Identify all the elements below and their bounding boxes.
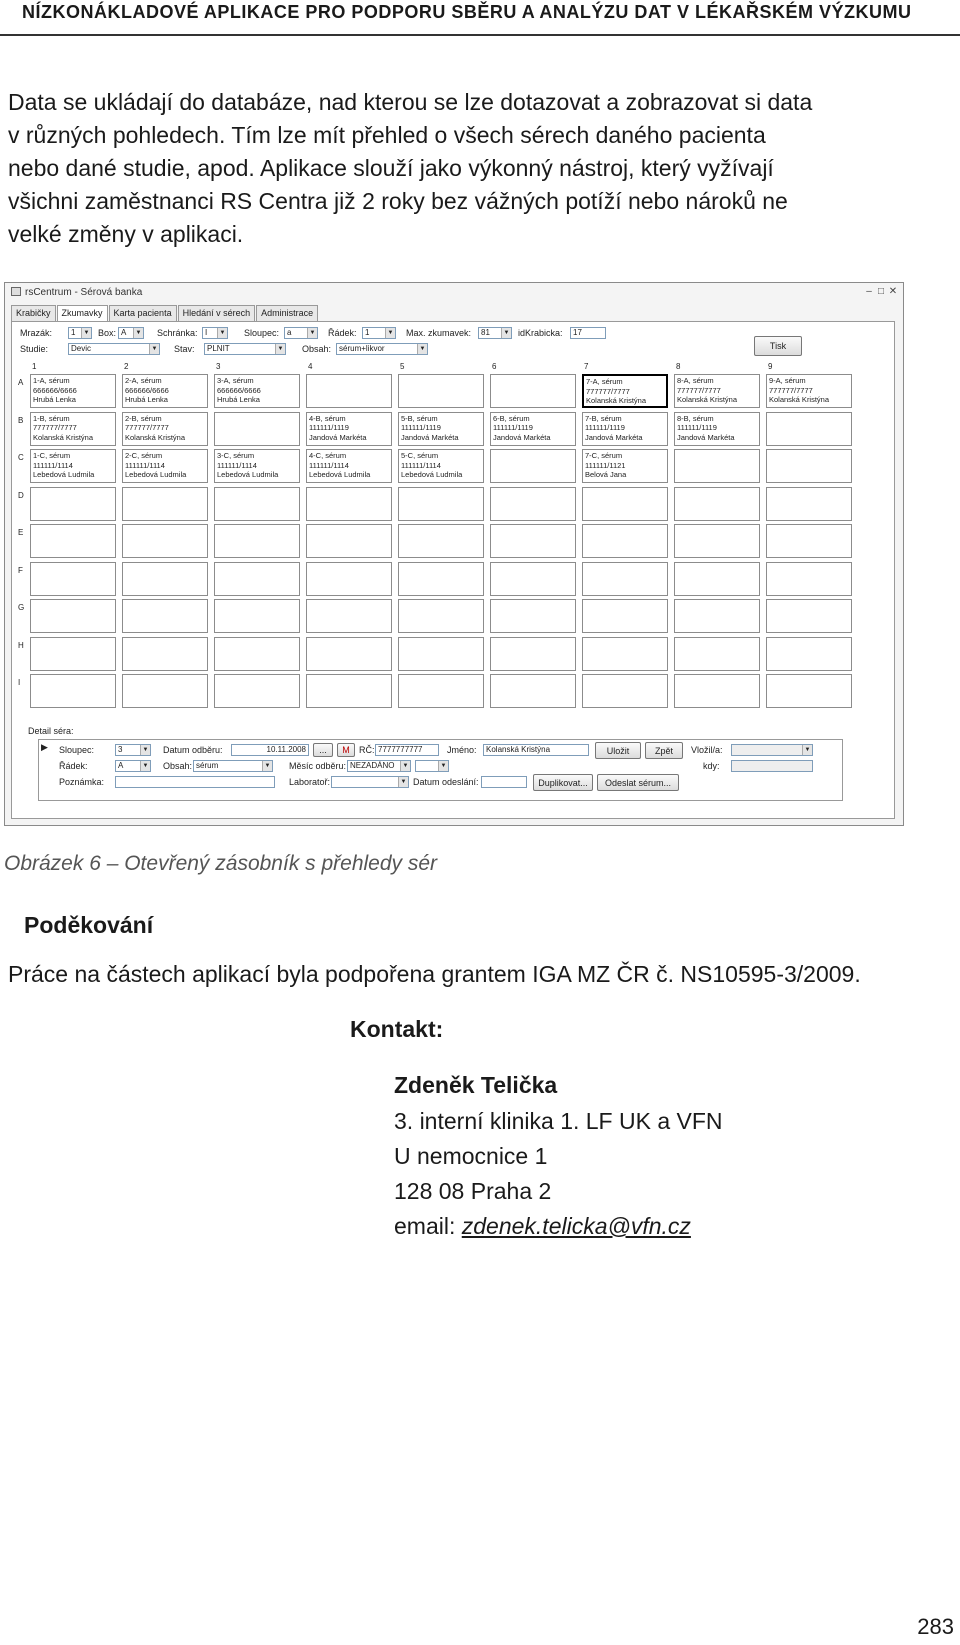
detail-obsah-select[interactable]: sérum ▼ <box>193 760 273 772</box>
tab-zkumavky[interactable]: Zkumavky <box>57 305 108 322</box>
contact-name: Zdeněk Telička <box>394 1072 558 1098</box>
jmeno-label: Jméno: <box>447 745 477 755</box>
tube-cell[interactable] <box>122 374 208 408</box>
tube-cell[interactable] <box>214 637 300 671</box>
tube-cell-line: Jandová Markéta <box>493 432 551 442</box>
contact-line: U nemocnice 1 <box>394 1143 548 1169</box>
row-letter: I <box>18 678 21 687</box>
column-number: 5 <box>400 362 405 371</box>
tube-cell[interactable] <box>766 374 852 408</box>
column-number: 2 <box>124 362 129 371</box>
mrazak-label: Mrazák: <box>20 328 53 338</box>
tube-cell[interactable] <box>674 674 760 708</box>
tube-cell-line: 111111/1114 <box>125 460 165 470</box>
chevron-down-icon: ▼ <box>140 745 150 755</box>
max-zkumavek-label: Max. zkumavek: <box>406 328 472 338</box>
chevron-down-icon: ▼ <box>140 761 150 771</box>
detail-header: Detail séra: <box>28 726 74 736</box>
tube-cell[interactable] <box>214 674 300 708</box>
chevron-down-icon: ▼ <box>501 328 511 338</box>
tube-cell-line: 777777/7777 <box>586 386 630 396</box>
tube-cell-line: 1-B, sérum <box>33 413 70 423</box>
row-letter: G <box>18 603 25 612</box>
tube-cell-line: 8-A, sérum <box>677 376 714 385</box>
tube-cell[interactable] <box>30 637 116 671</box>
tube-cell[interactable] <box>214 412 300 446</box>
kdy-field[interactable] <box>731 760 813 772</box>
tube-cell[interactable] <box>582 374 668 408</box>
contact-email-line <box>394 1213 691 1240</box>
tube-cell[interactable] <box>766 637 852 671</box>
tube-cell[interactable] <box>30 524 116 558</box>
m-button[interactable]: M <box>337 743 355 757</box>
tube-cell-line: 4-C, sérum <box>309 451 347 460</box>
chevron-down-icon: ▼ <box>438 761 448 771</box>
radek-select[interactable]: 1 ▼ <box>362 327 396 339</box>
tube-cell[interactable] <box>398 562 484 596</box>
tube-cell-line: Lebedová Ludmila <box>401 470 463 480</box>
tube-cell-line: 111111/1119 <box>309 423 349 433</box>
email-label: email: <box>394 1213 462 1239</box>
running-head-text: NÍZKONÁKLADOVÉ APLIKACE PRO PODPORU SBĚRU A ANALÝZU DAT V LÉKAŘSKÉM VÝZKUMU <box>22 2 912 22</box>
tube-cell[interactable] <box>122 674 208 708</box>
app-screenshot <box>4 282 904 826</box>
tube-cell[interactable] <box>30 562 116 596</box>
stav-select[interactable]: PLNIT ▼ <box>204 343 286 355</box>
tab-karta-pacienta[interactable]: Karta pacienta <box>109 305 177 321</box>
tab-krabicky[interactable]: Krabičky <box>11 305 56 321</box>
radek-label: Řádek: <box>328 328 357 338</box>
chevron-down-icon: ▼ <box>385 328 395 338</box>
tube-cell[interactable] <box>582 637 668 671</box>
tube-cell-line: 9-A, sérum <box>769 376 806 385</box>
tube-cell[interactable] <box>30 599 116 633</box>
tube-cell-line: Hrubá Lenka <box>33 395 76 405</box>
column-number: 9 <box>768 362 773 371</box>
tube-cell[interactable] <box>766 599 852 633</box>
tube-cell-line: 111111/1119 <box>677 423 717 433</box>
tube-cell[interactable] <box>674 524 760 558</box>
mesic-odberu-label: Měsíc odběru: <box>289 761 347 771</box>
laborator-select[interactable] <box>331 776 409 788</box>
tube-cell[interactable] <box>30 487 116 521</box>
chevron-down-icon: ▼ <box>398 777 408 787</box>
tube-cell[interactable] <box>122 487 208 521</box>
tube-cell[interactable] <box>214 524 300 558</box>
column-number: 4 <box>308 362 313 371</box>
tube-cell[interactable] <box>122 562 208 596</box>
intro-line: velké změny v aplikaci. <box>8 221 244 247</box>
contact-line: 3. interní klinika 1. LF UK a VFN <box>394 1108 723 1134</box>
studie-label: Studie: <box>20 344 49 354</box>
minimize-icon[interactable]: – <box>866 286 872 297</box>
tube-cell[interactable] <box>214 487 300 521</box>
tube-cell-line: 111111/1119 <box>585 423 625 433</box>
tube-cell[interactable] <box>490 374 576 408</box>
intro-line: Data se ukládají do databáze, nad kterou se lze dotazovat a zobrazovat si data <box>8 89 813 115</box>
row-letter: B <box>18 415 24 425</box>
row-letter: E <box>18 528 24 537</box>
poznamka-field[interactable] <box>115 776 275 788</box>
tube-cell-line: 777777/7777 <box>769 385 813 395</box>
tube-cell[interactable] <box>306 674 392 708</box>
tube-cell[interactable] <box>122 637 208 671</box>
maximize-icon[interactable]: □ <box>877 286 885 297</box>
tube-cell[interactable] <box>306 449 392 483</box>
tube-cell-line: Lebedová Ludmila <box>33 470 95 480</box>
detail-radek-label: Řádek: <box>59 761 88 771</box>
tube-cell[interactable] <box>674 562 760 596</box>
tube-cell-line: Hrubá Lenka <box>125 395 168 405</box>
row-letter: F <box>18 565 23 575</box>
sloupec-select[interactable]: a ▼ <box>284 327 318 339</box>
tube-cell[interactable] <box>30 449 116 483</box>
tube-cell[interactable] <box>306 412 392 446</box>
tube-cell-line: Lebedová Ludmila <box>125 470 187 480</box>
mrazak-select[interactable]: 1 ▼ <box>68 327 92 339</box>
tube-cell[interactable] <box>398 674 484 708</box>
tube-cell-line: 111111/1119 <box>401 423 441 433</box>
tube-cell[interactable] <box>214 449 300 483</box>
mesic-odberu-select[interactable]: NEZADÁNO ▼ <box>347 760 411 772</box>
column-number: 1 <box>32 362 37 371</box>
tube-cell[interactable] <box>674 637 760 671</box>
tube-cell-line: 7-A, sérum <box>586 377 623 386</box>
tube-cell[interactable] <box>490 562 576 596</box>
tube-cell[interactable] <box>490 412 576 446</box>
detail-radek-select[interactable]: A ▼ <box>115 760 151 772</box>
tube-cell-line: 8-B, sérum <box>677 413 714 423</box>
tube-cell[interactable] <box>674 412 760 446</box>
tube-cell[interactable] <box>306 487 392 521</box>
tube-cell-line: 111111/1114 <box>309 460 349 470</box>
tube-cell-line: 666666/6666 <box>33 385 77 395</box>
detail-sloupec-select[interactable]: 3 ▼ <box>115 744 151 756</box>
schranka-label: Schránka: <box>157 328 198 338</box>
tube-cell[interactable] <box>582 674 668 708</box>
tab-hledani[interactable]: Hledání v sérech <box>178 305 256 321</box>
kdy-label: kdy: <box>703 761 720 771</box>
tube-cell[interactable] <box>122 599 208 633</box>
vlozil-label: Vložil/a: <box>691 745 723 755</box>
box-select[interactable]: A ▼ <box>118 327 144 339</box>
chevron-down-icon: ▼ <box>262 761 272 771</box>
tube-cell-line: Belová Jana <box>585 470 627 480</box>
tube-cell[interactable] <box>766 524 852 558</box>
tube-cell-line: 111111/1114 <box>401 460 441 470</box>
contact-line: 128 08 Praha 2 <box>394 1178 552 1204</box>
tube-cell[interactable] <box>766 449 852 483</box>
tube-cell-line: 777777/7777 <box>125 423 169 433</box>
studie-select[interactable]: Devic ▼ <box>68 343 160 355</box>
tube-cell-line: 666666/6666 <box>125 385 169 395</box>
tube-cell[interactable] <box>306 599 392 633</box>
tube-cell[interactable] <box>490 487 576 521</box>
tube-cell-line: Hrubá Lenka <box>217 395 260 405</box>
tube-cell[interactable] <box>490 674 576 708</box>
tube-cell[interactable] <box>306 562 392 596</box>
date-picker-button[interactable]: ... <box>313 743 333 757</box>
stav-label: Stav: <box>174 344 195 354</box>
tube-cell-line: 111111/1114 <box>217 460 257 470</box>
detail-sloupec-label: Sloupec: <box>59 745 95 755</box>
tube-cell[interactable] <box>398 449 484 483</box>
tube-cell-line: Kolanská Kristýna <box>586 396 647 406</box>
tube-cell[interactable] <box>214 562 300 596</box>
zkumavky-panel <box>11 321 895 819</box>
tube-cell-line: 2-B, sérum <box>125 413 162 423</box>
tube-cell-line: 2-A, sérum <box>125 376 162 385</box>
tube-cell[interactable] <box>674 487 760 521</box>
column-number: 8 <box>676 362 681 371</box>
tube-cell[interactable] <box>766 562 852 596</box>
zpet-button[interactable]: Zpět <box>645 742 683 759</box>
tube-cell[interactable] <box>30 374 116 408</box>
tube-cell[interactable] <box>490 599 576 633</box>
tube-cell-line: Jandová Markéta <box>401 432 459 442</box>
tube-cell-line: 1-A, sérum <box>33 376 70 385</box>
poznamka-label: Poznámka: <box>59 777 105 787</box>
close-icon[interactable]: ✕ <box>888 286 898 297</box>
tube-cell-line: 2-C, sérum <box>125 451 163 460</box>
tube-cell-line: 777777/7777 <box>33 423 77 433</box>
row-letter: H <box>18 640 24 650</box>
contact-heading: Kontakt: <box>350 1016 444 1042</box>
window-title: rsCentrum - Sérová banka <box>25 287 143 298</box>
chevron-down-icon: ▼ <box>400 761 410 771</box>
tube-cell-line: Kolanská Kristýna <box>125 432 186 442</box>
sloupec-label: Sloupec: <box>244 328 280 338</box>
chevron-down-icon: ▼ <box>802 745 812 755</box>
acknowledgement-heading: Poděkování <box>24 912 154 938</box>
tube-cell-line: Jandová Markéta <box>585 432 643 442</box>
tube-cell-line: 3-C, sérum <box>217 451 255 460</box>
tube-cell[interactable] <box>306 374 392 408</box>
tube-cell[interactable] <box>582 487 668 521</box>
datum-odeslani-label: Datum odeslání: <box>413 777 479 787</box>
tube-cell[interactable] <box>214 599 300 633</box>
tube-cell-line: 5-B, sérum <box>401 413 438 423</box>
tube-cell[interactable] <box>674 599 760 633</box>
vlozil-select[interactable] <box>731 744 813 756</box>
odeslat-serum-button[interactable]: Odeslat sérum... <box>597 774 679 791</box>
tube-cell[interactable] <box>490 637 576 671</box>
tube-cell-line: 1-C, sérum <box>33 451 71 460</box>
chevron-down-icon: ▼ <box>81 328 91 338</box>
tube-cell[interactable] <box>398 637 484 671</box>
tube-cell-line: 777777/7777 <box>677 385 721 395</box>
tube-cell-line: 5-C, sérum <box>401 451 439 460</box>
column-number: 3 <box>216 362 221 371</box>
record-pointer-icon: ▶ <box>41 742 48 752</box>
jmeno-field[interactable]: Kolanská Kristýna <box>483 744 589 756</box>
tube-cell[interactable] <box>398 599 484 633</box>
tube-cell-line: Jandová Markéta <box>677 432 735 442</box>
tube-cell[interactable] <box>766 487 852 521</box>
chevron-down-icon: ▼ <box>275 344 285 354</box>
tube-cell-line: 7-C, sérum <box>585 451 623 460</box>
figure-caption: Obrázek 6 – Otevřený zásobník s přehledy sér <box>4 852 438 875</box>
tube-cell[interactable] <box>30 674 116 708</box>
rc-field[interactable]: 7777777777 <box>375 744 439 756</box>
tube-cell-line: 6-B, sérum <box>493 413 530 423</box>
tube-cell[interactable] <box>582 412 668 446</box>
column-number: 6 <box>492 362 497 371</box>
rc-label: RČ: <box>359 745 375 755</box>
tube-cell[interactable] <box>766 674 852 708</box>
rok-odberu-select[interactable] <box>415 760 449 772</box>
datum-odberu-label: Datum odběru: <box>163 745 223 755</box>
tube-cell[interactable] <box>122 449 208 483</box>
box-label: Box: <box>98 328 117 338</box>
tube-cell[interactable] <box>582 524 668 558</box>
tube-cell-line: Kolanská Kristýna <box>677 395 738 405</box>
column-number: 7 <box>584 362 589 371</box>
tube-cell-line: 111111/1119 <box>493 423 533 433</box>
tisk-button[interactable]: Tisk <box>754 336 802 356</box>
running-head <box>0 0 960 36</box>
max-zkumavek-select[interactable]: 81 ▼ <box>478 327 512 339</box>
tube-cell-line: Lebedová Ludmila <box>309 470 371 480</box>
obsah-label: Obsah: <box>302 344 332 354</box>
window-title-bar <box>11 285 142 301</box>
tab-administrace[interactable]: Administrace <box>256 305 318 321</box>
tube-cell-line: 7-B, sérum <box>585 413 622 423</box>
tube-cell[interactable] <box>582 449 668 483</box>
tube-cell[interactable] <box>30 412 116 446</box>
chevron-down-icon: ▼ <box>133 328 143 338</box>
email-link[interactable]: zdenek.telicka@vfn.cz <box>461 1213 691 1239</box>
tube-cell[interactable] <box>674 374 760 408</box>
tube-cell[interactable] <box>306 637 392 671</box>
window-controls <box>863 286 899 297</box>
detail-form <box>38 739 843 801</box>
schranka-select[interactable]: I ▼ <box>202 327 228 339</box>
obsah-select[interactable]: sérum+likvor ▼ <box>336 343 428 355</box>
tube-cell[interactable] <box>122 412 208 446</box>
idkrabicka-field[interactable]: 17 <box>570 327 606 339</box>
duplikovat-button[interactable]: Duplikovat... <box>533 774 593 791</box>
tube-cell[interactable] <box>582 562 668 596</box>
tube-cell[interactable] <box>582 599 668 633</box>
tube-cell[interactable] <box>398 412 484 446</box>
tube-cell-line: 111111/1114 <box>33 460 73 470</box>
intro-line: v různých pohledech. Tím lze mít přehled o všech sérech daného pacienta <box>8 122 766 148</box>
chevron-down-icon: ▼ <box>417 344 427 354</box>
intro-line: všichni zaměstnanci RS Centra již 2 roky bez vážných potíží nebo nároků ne <box>8 188 788 214</box>
chevron-down-icon: ▼ <box>307 328 317 338</box>
ulozit-button[interactable]: Uložit <box>595 742 641 759</box>
tube-cell-line: 111111/1121 <box>585 460 626 470</box>
chevron-down-icon: ▼ <box>149 344 159 354</box>
tube-cell[interactable] <box>674 449 760 483</box>
tube-cell[interactable] <box>398 374 484 408</box>
app-icon <box>11 287 21 296</box>
tube-cell-line: 3-A, sérum <box>217 376 254 385</box>
intro-paragraph <box>8 86 913 251</box>
row-letter: C <box>18 453 24 462</box>
tube-cell-line: 4-B, sérum <box>309 413 346 423</box>
tube-cell[interactable] <box>490 449 576 483</box>
tube-cell[interactable] <box>398 524 484 558</box>
intro-line: nebo dané studie, apod. Aplikace slouží jako výkonný nástroj, který vyžívají <box>8 155 774 181</box>
laborator-label: Laboratoř: <box>289 777 331 787</box>
tube-cell-line: Jandová Markéta <box>309 432 367 442</box>
row-letter: D <box>18 490 24 500</box>
tube-cell-line: 666666/6666 <box>217 385 261 395</box>
tube-cell[interactable] <box>398 487 484 521</box>
tube-cell[interactable] <box>490 524 576 558</box>
datum-odberu-field[interactable]: 10.11.2008 <box>231 744 309 756</box>
tube-cell-line: Kolanská Kristýna <box>33 432 94 442</box>
tube-cell[interactable] <box>122 524 208 558</box>
tube-cell[interactable] <box>766 412 852 446</box>
tube-cell[interactable] <box>306 524 392 558</box>
acknowledgement-text: Práce na částech aplikací byla podpořena grantem IGA MZ ČR č. NS10595-3/2009. <box>8 961 861 987</box>
tube-cell-line: Kolanská Kristýna <box>769 395 830 405</box>
datum-odeslani-field[interactable] <box>481 776 527 788</box>
tube-cell-line: Lebedová Ludmila <box>217 470 279 480</box>
page-number: 283 <box>917 1614 954 1639</box>
row-letter: A <box>18 378 24 387</box>
chevron-down-icon: ▼ <box>217 328 227 338</box>
idkrabicka-label: idKrabicka: <box>518 328 563 338</box>
tube-cell[interactable] <box>214 374 300 408</box>
tab-bar <box>11 305 319 321</box>
detail-obsah-label: Obsah: <box>163 761 193 771</box>
